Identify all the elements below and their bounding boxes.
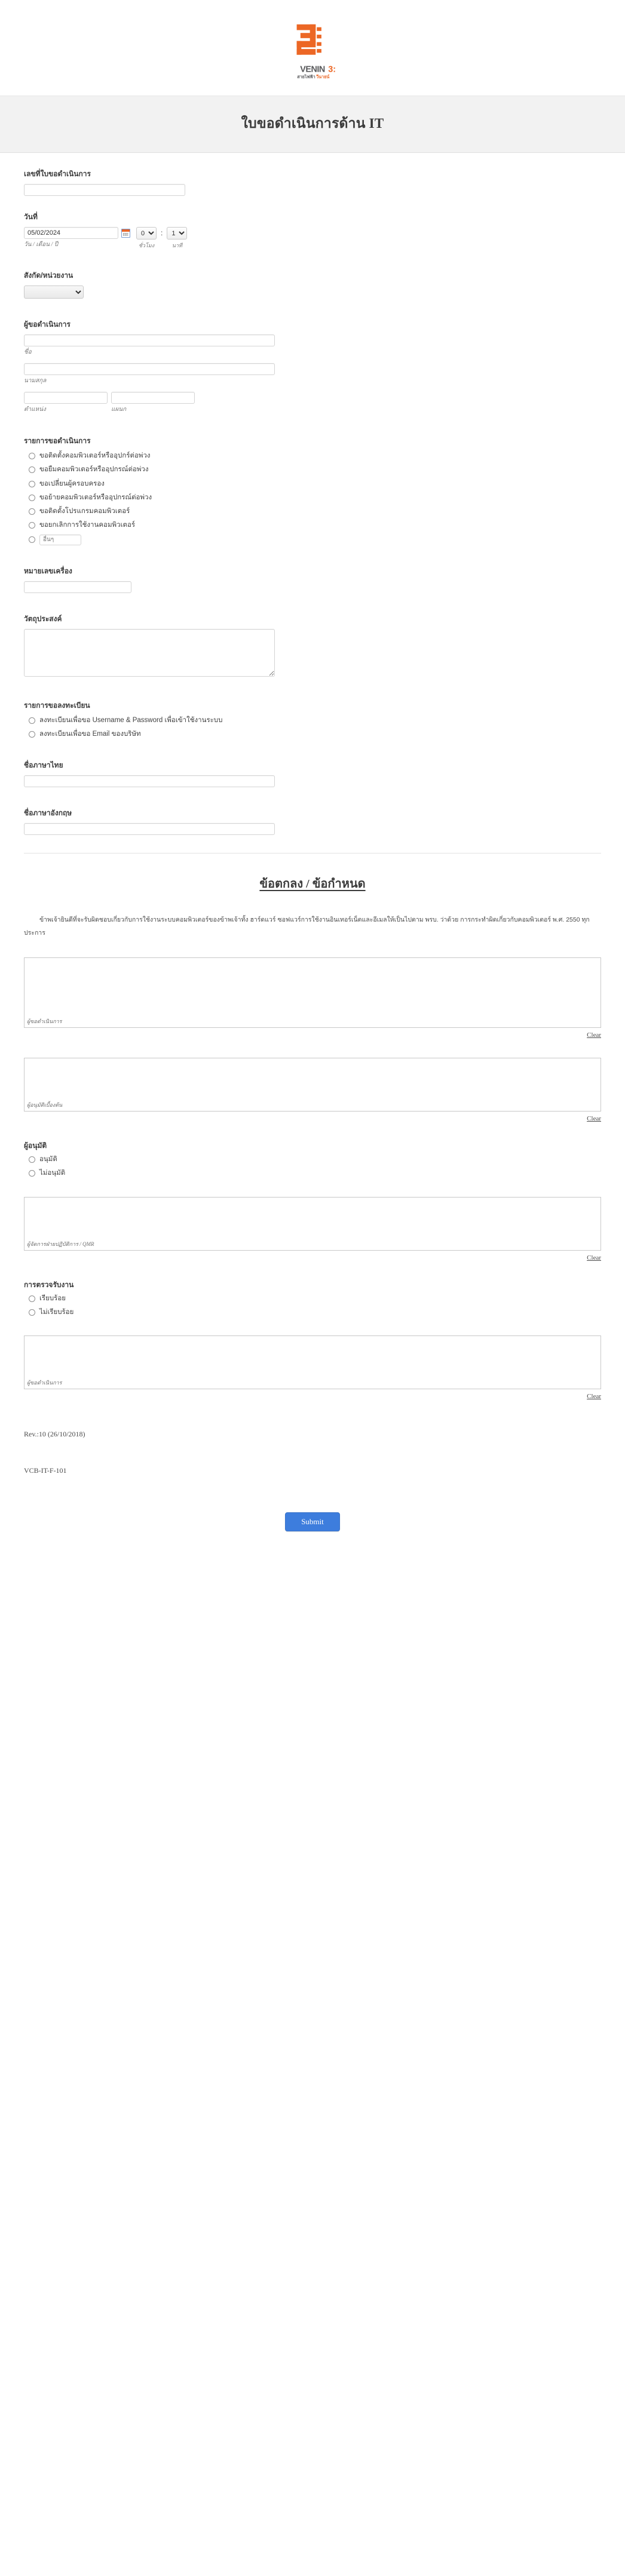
signature-block-requester: [0, 957, 625, 1040]
inspection-option[interactable]: [24, 1307, 601, 1318]
position-hint: ตำแหน่ง: [24, 406, 46, 413]
request-item-label: ขอเปลี่ยนผู้ครอบครอง: [39, 480, 105, 487]
name-english-input[interactable]: [24, 823, 275, 835]
radio-icon[interactable]: [29, 1156, 35, 1163]
requester-first-name-input[interactable]: [24, 334, 275, 346]
svg-text:VENIN: VENIN: [300, 65, 325, 75]
signature-block-requester-final: [0, 1335, 625, 1401]
radio-icon[interactable]: [29, 717, 35, 724]
purpose-textarea[interactable]: [24, 629, 275, 677]
signature-caption: ผู้จัดการฝ่ายปฏิบัติการ / QMR: [27, 1241, 94, 1247]
radio-icon[interactable]: [29, 495, 35, 501]
radio-icon[interactable]: [29, 466, 35, 473]
field-department: [24, 270, 601, 299]
approver-radio-list: [24, 1155, 601, 1179]
signature-caption: ผู้ขอดำเนินการ: [27, 1018, 62, 1025]
clear-signature-link[interactable]: Clear: [587, 1393, 601, 1401]
minute-select[interactable]: [167, 227, 187, 240]
field-requester: [24, 319, 601, 414]
hour-select[interactable]: [136, 227, 157, 240]
signature-block-operations-manager: [0, 1197, 625, 1263]
clear-row: [24, 1252, 601, 1263]
request-no-label: เลขที่ใบขอดำเนินการ: [24, 170, 91, 178]
radio-icon[interactable]: [29, 1309, 35, 1316]
svg-text:3:: 3:: [328, 65, 336, 75]
field-purpose: [24, 613, 601, 680]
approver-label: ผู้อนุมัติ: [24, 1141, 47, 1150]
submit-wrap: [24, 1475, 601, 1559]
requester-label: ผู้ขอดำเนินการ: [24, 320, 71, 328]
agreement-body: ข้าพเจ้ายินดีที่จะรับผิดชอบเกี่ยวกับการใช้งานระบบคอมพิวเตอร์ของข้าพเจ้าทั้ง ฮาร์ดแวร์ ซอฟแวร์การใช้งานอินเทอร์เน็ตและอีเมลให้เป็นไปตาม พรบ. ว่าด้วย การกระทำผิดเกี่ยวกับคอมพิวเตอร์ พ.ศ. 2550 ทุกประการ: [24, 916, 590, 937]
approver-option-label: ไม่อนุมัติ: [39, 1169, 66, 1177]
submit-button[interactable]: Submit: [285, 1512, 340, 1531]
svg-text:สายไฟฟ้า: สายไฟฟ้า: [297, 74, 315, 80]
request-item-option[interactable]: [24, 451, 601, 461]
svg-text:วีนายน์: วีนายน์: [316, 74, 330, 80]
position-input[interactable]: [24, 392, 108, 404]
agreement-heading: ข้อตกลง / ข้อกำหนด: [259, 877, 366, 891]
date-label: วันที่: [24, 213, 38, 221]
company-logo-container: [0, 0, 625, 96]
request-items-radio-list: [24, 451, 601, 545]
date-row: [24, 227, 601, 250]
date-input-col: [24, 227, 118, 249]
agreement-section: [0, 853, 625, 939]
field-date: [24, 211, 601, 250]
hour-col: [136, 227, 157, 250]
time-separator: :: [161, 229, 163, 237]
name-thai-input[interactable]: [24, 775, 275, 787]
radio-icon[interactable]: [29, 481, 35, 487]
inspection-option-label: เรียบร้อย: [39, 1294, 66, 1302]
signature-caption: ผู้อนุมัติเบื้องต้น: [27, 1102, 63, 1109]
inspection-label: การตรวจรับงาน: [24, 1280, 74, 1289]
request-item-option-other[interactable]: [24, 535, 601, 545]
signature-canvas[interactable]: [24, 957, 601, 1028]
inspection-option[interactable]: [24, 1294, 601, 1304]
register-items-label: รายการขอลงทะเบียน: [24, 701, 90, 710]
clear-row: [24, 1390, 601, 1401]
radio-icon[interactable]: [29, 453, 35, 459]
field-name-thai: [24, 760, 601, 787]
register-item-option[interactable]: [24, 716, 601, 726]
signature-canvas[interactable]: [24, 1058, 601, 1112]
date-hint: วัน / เดือน / ปี: [24, 241, 59, 248]
request-item-option[interactable]: [24, 520, 601, 530]
approver-option[interactable]: [24, 1168, 601, 1178]
venine-logo: [284, 22, 341, 80]
inspection-section: [0, 1279, 625, 1318]
position-cell: [24, 392, 108, 414]
field-request-items: [24, 435, 601, 545]
approver-section: [0, 1140, 625, 1179]
request-item-label: ขอย้ายคอมพิวเตอร์หรืออุปกรณ์ต่อพ่วง: [39, 493, 152, 501]
field-machine-no: [24, 566, 601, 593]
signature-caption: ผู้ขอดำเนินการ: [27, 1380, 62, 1386]
page-title-bar: [0, 96, 625, 153]
request-item-option[interactable]: [24, 465, 601, 475]
radio-icon[interactable]: [29, 508, 35, 515]
request-item-label: ขอยืมคอมพิวเตอร์หรืออุปกรณ์ต่อพ่วง: [39, 466, 149, 474]
request-no-input[interactable]: [24, 184, 185, 196]
inspection-radio-list: [24, 1294, 601, 1318]
document-id-text: VCB-IT-F-101: [24, 1466, 67, 1475]
clear-signature-link[interactable]: Clear: [587, 1115, 601, 1123]
request-item-option[interactable]: [24, 506, 601, 517]
section-hint: แผนก: [111, 406, 127, 413]
department-select[interactable]: [24, 285, 84, 299]
revision-text: Rev.:10 (26/10/2018): [24, 1430, 85, 1439]
minute-hint: นาที: [171, 242, 182, 248]
requester-last-name-input[interactable]: [24, 363, 275, 375]
request-items-label: รายการขอดำเนินการ: [24, 437, 91, 445]
request-item-label: ขอติดตั้งโปรแกรมคอมพิวเตอร์: [39, 508, 130, 515]
radio-icon[interactable]: [29, 1170, 35, 1177]
section-input[interactable]: [111, 392, 195, 404]
register-item-option[interactable]: [24, 729, 601, 739]
register-item-label: ลงทะเบียนเพื่อขอ Username & Password เพื่อเข้าใช้งานระบบ: [39, 716, 223, 724]
machine-no-label: หมายเลขเครื่อง: [24, 566, 72, 575]
machine-no-input[interactable]: [24, 581, 131, 593]
minute-col: [167, 227, 187, 250]
hour-hint: ชั่วโมง: [138, 242, 155, 248]
page-title: ใบขอดำเนินการด้าน IT: [241, 116, 384, 131]
register-item-label: ลงทะเบียนเพื่อขอ Email ของบริษัท: [39, 730, 141, 738]
field-name-english: [24, 808, 601, 835]
register-items-radio-list: [24, 716, 601, 740]
requester-last-name-hint: นามสกุล: [24, 377, 47, 384]
clear-signature-link[interactable]: Clear: [587, 1031, 601, 1039]
radio-icon[interactable]: [29, 1295, 35, 1302]
signature-canvas[interactable]: [24, 1197, 601, 1251]
radio-icon[interactable]: [29, 731, 35, 738]
field-register-items: [24, 700, 601, 740]
field-request-no: [24, 168, 601, 196]
request-item-option[interactable]: [24, 479, 601, 489]
request-item-label: ขอยกเลิกการใช้งานคอมพิวเตอร์: [39, 521, 136, 529]
clear-signature-link[interactable]: Clear: [587, 1254, 601, 1261]
name-english-label: ชื่อภาษาอังกฤษ: [24, 809, 72, 817]
request-item-option[interactable]: [24, 493, 601, 503]
purpose-label: วัตถุประสงค์: [24, 614, 62, 623]
calendar-icon[interactable]: [121, 229, 130, 238]
inspection-option-label: ไม่เรียบร้อย: [39, 1308, 74, 1316]
form-body: [0, 153, 625, 853]
requester-first-name-hint: ชื่อ: [24, 349, 32, 355]
signature-canvas[interactable]: [24, 1335, 601, 1389]
approver-option-label: อนุมัติ: [39, 1156, 57, 1163]
form-footer: [0, 1430, 625, 1559]
approver-option[interactable]: [24, 1155, 601, 1165]
clear-row: [24, 1029, 601, 1040]
department-label: สังกัด/หน่วยงาน: [24, 271, 73, 280]
radio-icon[interactable]: [29, 536, 35, 543]
request-item-other-input[interactable]: [39, 535, 81, 545]
date-input[interactable]: [24, 227, 118, 239]
signature-block-initial-approver: [0, 1058, 625, 1123]
clear-row: [24, 1113, 601, 1123]
radio-icon[interactable]: [29, 522, 35, 529]
name-thai-label: ชื่อภาษาไทย: [24, 761, 63, 769]
section-cell: [111, 392, 195, 414]
request-item-label: ขอติดตั้งคอมพิวเตอร์หรืออุปกร์ต่อพ่วง: [39, 452, 151, 459]
position-section-row: [24, 392, 601, 414]
